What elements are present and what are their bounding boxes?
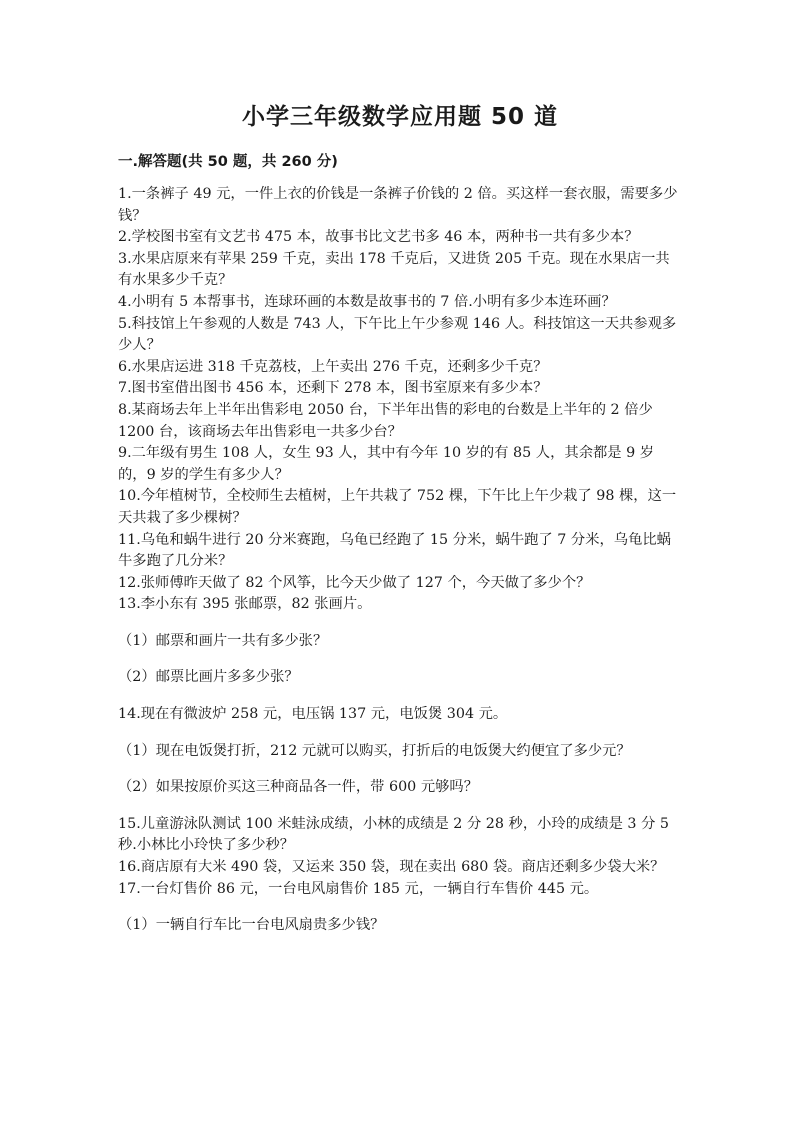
question-item: 12.张师傅昨天做了 82 个风筝，比今天少做了 127 个，今天做了多少个？: [118, 574, 591, 591]
question-item: 9.二年级有男生 108 人，女生 93 人，其中有今年 10 岁的有 85 人，其余都是 9 岁的，9 岁的学生有多少人？: [118, 445, 655, 483]
question-item: 3.水果店原来有苹果 259 千克，卖出 178 千克后，又进货 205 千克。现在水果店一共有水果多少千克？: [118, 250, 670, 289]
spacer: [118, 726, 680, 741]
page-title: 小学三年级数学应用题 50 道: [241, 104, 559, 130]
question-list: [118, 184, 680, 937]
sub-question: （1）现在电饭煲打折，212 元就可以购买，打折后的电饭煲大约便宜了多少元？: [118, 742, 631, 759]
spacer: [118, 652, 680, 667]
question-item: 17.一台灯售价 86 元，一台电风扇售价 185 元，一辆自行车售价 445 元。: [118, 880, 599, 897]
section-heading: 一.解答题(共 50 题，共 260 分): [118, 154, 338, 170]
question-item: 1.一条裤子 49 元，一件上衣的价钱是一条裤子价钱的 2 倍。买这样一套衣服，需要多少钱？: [118, 186, 678, 224]
question-item: 8.某商场去年上半年出售彩电 2050 台，下半年出售的彩电的台数是上半年的 2 倍少 1200 台，该商场去年出售彩电一共多少台？: [118, 401, 653, 440]
sub-question: （1）一辆自行车比一台电风扇贵多少钱？: [118, 917, 385, 934]
spacer: [118, 762, 680, 777]
question-item: 10.今年植树节，全校师生去植树，上午共栽了 752 棵，下午比上午少栽了 98 棵，这一天共栽了多少棵树？: [118, 488, 677, 526]
sub-question: （2）邮票比画片多多少张？: [118, 669, 299, 686]
question-item: 6.水果店运进 318 千克荔枝，上午卖出 276 千克，还剩多少千克？: [118, 358, 548, 375]
question-item: 13.李小东有 395 张邮票，82 张画片。: [118, 596, 372, 613]
spacer: [118, 900, 680, 915]
question-item: 7.图书室借出图书 456 本，还剩下 278 本，图书室原来有多少本？: [118, 380, 548, 397]
spacer: [118, 689, 680, 704]
question-item: 5.科技馆上午参观的人数是 743 人，下午比上午少参观 146 人。科技馆这一天共参观多少人？: [118, 315, 677, 354]
question-item: 14.现在有微波炉 258 元，电压锅 137 元，电饭煲 304 元。: [118, 706, 508, 723]
spacer: [118, 616, 680, 631]
sub-question: （2）如果按原价买这三种商品各一件，带 600 元够吗？: [118, 779, 479, 796]
sub-question: （1）邮票和画片一共有多少张？: [118, 632, 328, 649]
question-item: 2.学校图书室有文艺书 475 本，故事书比文艺书多 46 本，两种书一共有多少本？: [118, 229, 639, 246]
spacer: [118, 799, 680, 814]
question-item: 16.商店原有大米 490 袋，又运来 350 袋，现在卖出 680 袋。商店还剩多少袋大米？: [118, 859, 665, 876]
question-item: 15.儿童游泳队测试 100 米蛙泳成绩，小林的成绩是 2 分 28 秒，小玲的成绩是 3 分 5 秒.小林比小玲快了多少秒？: [118, 815, 670, 854]
question-item: 11.乌龟和蜗牛进行 20 分米赛跑，乌龟已经跑了 15 分米，蜗牛跑了 7 分米，乌龟比蜗牛多跑了几分米？: [118, 531, 671, 570]
question-item: 4.小明有 5 本帮事书，连球环画的本数是故事书的 7 倍.小明有多少本连环画？: [118, 293, 616, 310]
